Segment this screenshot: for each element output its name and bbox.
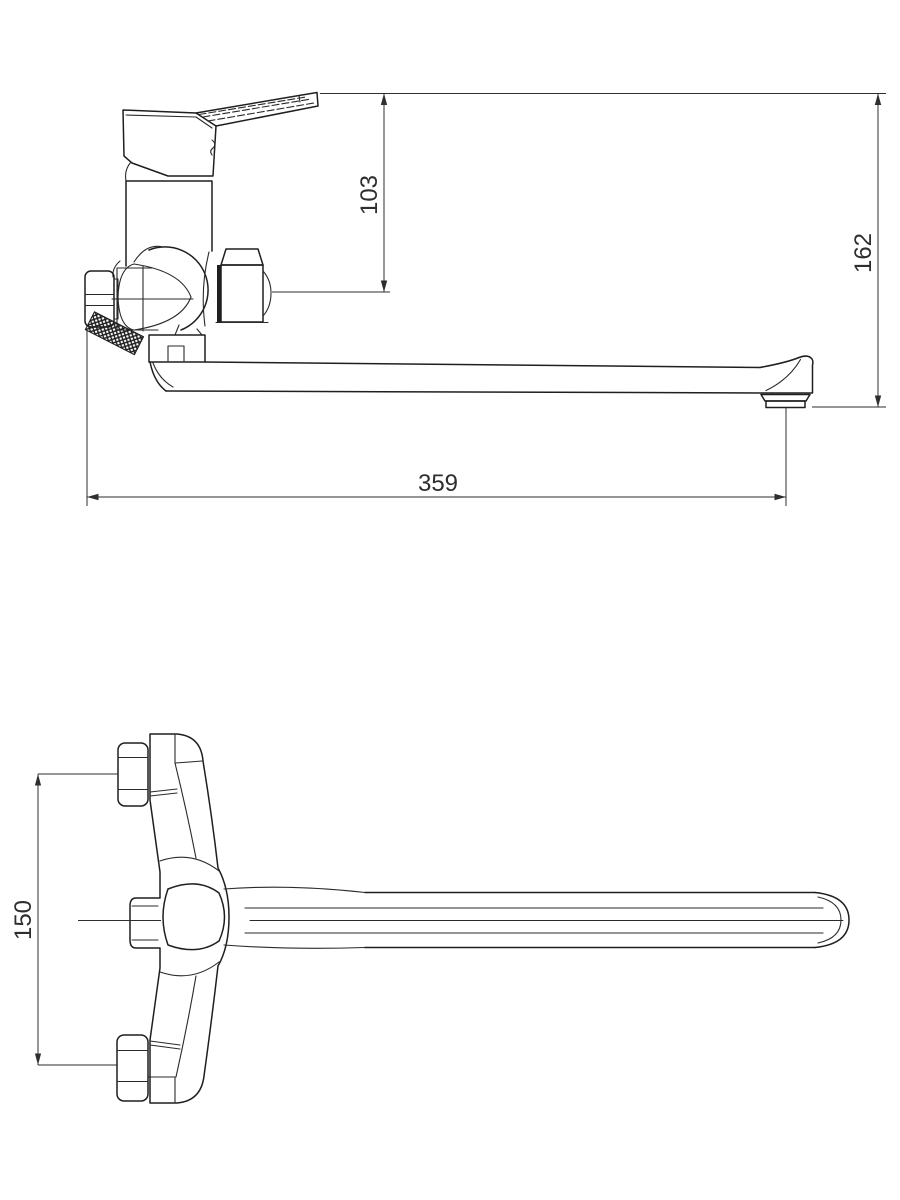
arrowhead-up: [381, 94, 387, 106]
diverter-top: [221, 249, 263, 265]
diverter-knob: [203, 249, 271, 326]
lever-groove-2: [208, 103, 314, 121]
body-contour-top-horizontal: [175, 761, 202, 763]
hub-dome-bottom-arc: [160, 962, 219, 976]
body-contour-upper-diagonal: [175, 763, 196, 858]
dimension-label-103: 103: [356, 174, 383, 216]
hub-taper-top: [224, 887, 365, 892]
handle-cap-rim: [126, 115, 212, 128]
valve-grid: [112, 266, 193, 331]
hub-dome-top-arc: [160, 857, 219, 871]
aerator-nozzle-lip: [761, 395, 810, 402]
lower-wall-nut: [117, 1035, 148, 1101]
dimension-162: [812, 94, 886, 408]
spout-block-notch: [168, 346, 184, 362]
dimension-359: [87, 330, 786, 506]
spout: [150, 356, 813, 407]
spout-stem-left: [175, 325, 179, 335]
hub-taper-bottom: [224, 945, 365, 948]
arrowhead-up: [875, 94, 881, 106]
diverter-band: [217, 265, 221, 322]
spout-bottom-edge: [166, 391, 772, 393]
spout-left-fillet-inner: [153, 363, 173, 387]
upper-wall-nut: [118, 743, 148, 806]
lever-groove-1: [203, 99, 311, 117]
dimension-label-162: 162: [850, 232, 877, 274]
handle-cap-fillet: [126, 162, 131, 181]
valve-body-sphere: [149, 247, 208, 330]
faucet-side-geometry: [85, 93, 813, 408]
dimension-label-359: 359: [417, 470, 459, 497]
body-ridge-upper-2: [150, 793, 177, 796]
body-ridge-lower-1: [150, 1041, 180, 1045]
arrowhead-down: [381, 281, 387, 293]
spout-tip-inner-curve: [766, 360, 801, 391]
spout-top-edge: [205, 362, 760, 368]
spout-stem-right: [197, 329, 202, 335]
spout-left-fillet: [150, 362, 166, 391]
aerator-nozzle-body: [766, 401, 805, 408]
dimension-label-150: 150: [10, 899, 37, 941]
dimension-103: [272, 94, 886, 293]
faucet-top-geometry: [78, 734, 849, 1103]
spout-tip: [760, 356, 813, 393]
arrowhead-right: [775, 494, 787, 500]
handle-cap: [123, 110, 216, 176]
body-ridge-upper-1: [150, 789, 177, 792]
valve-egg-profile: [118, 264, 191, 330]
spout-block-body: [149, 335, 205, 362]
arrowhead-up: [35, 774, 41, 786]
arrowhead-down: [875, 396, 881, 408]
sphere-junction-arc-1: [134, 246, 163, 262]
body-ridge-lower-2: [150, 1045, 180, 1049]
diverter-bulge: [263, 271, 271, 316]
arrowhead-left: [87, 494, 99, 500]
lever-bar: [245, 893, 849, 948]
cartridge-neck: [126, 181, 212, 266]
diverter-body: [221, 265, 263, 322]
side-view: [85, 93, 886, 507]
arrowhead-down: [35, 1054, 41, 1066]
body-contour-lower-diagonal: [176, 976, 196, 1077]
lever-hub-cap: [163, 884, 225, 950]
top-view: [10, 734, 849, 1103]
dimension-150: [10, 774, 118, 1065]
